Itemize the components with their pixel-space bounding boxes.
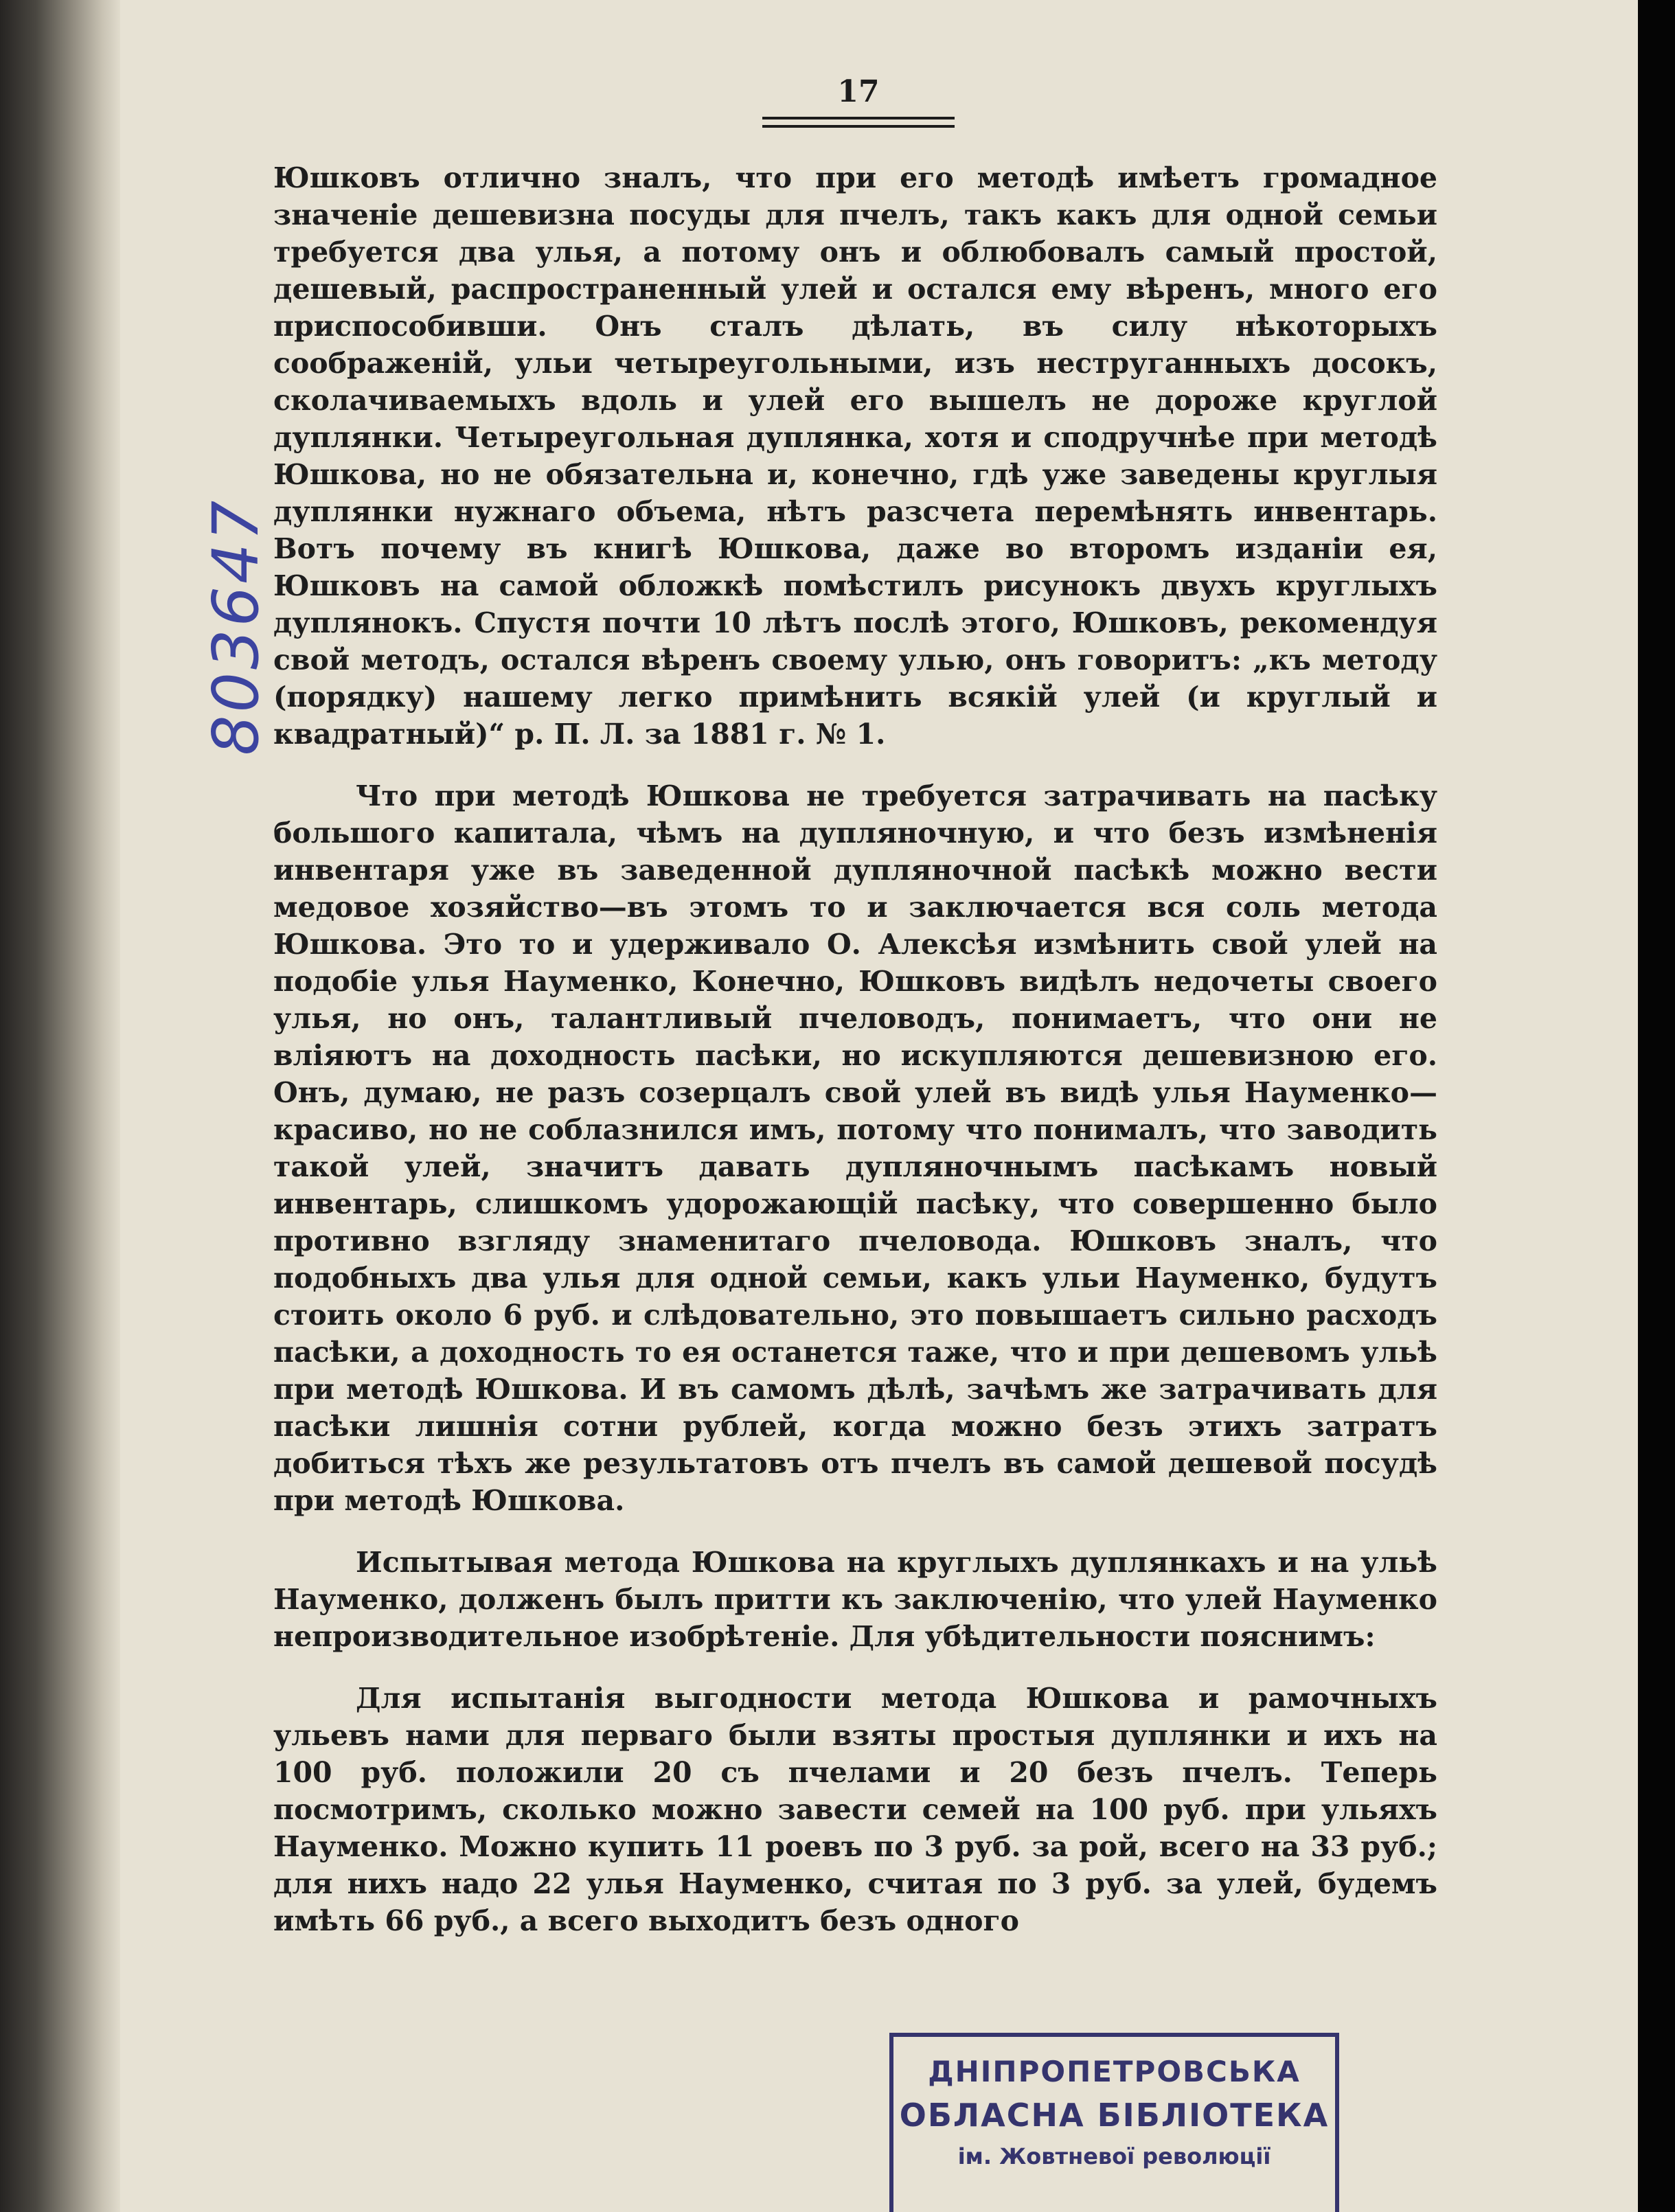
paragraph-2: Что при методѣ Юшкова не требуется затрачивать на пасѣку большого капитала, чѣмъ на дупляночную, и что безъ измѣненія инвентаря уже въ заведенной дупляночной пасѣкѣ можно вести медовое хозяйство—въ этомъ то и заключается вся соль метода Юшкова. Это то и удерживало О. Алексѣя измѣнить свой улей на подобіе улья Науменко, Конечно, Юшковъ видѣлъ недочеты своего улья, но онъ, талантливый пчеловодъ, понимаетъ, что они не вліяютъ на доходность пасѣки, но искупляются дешевизною его. Онъ, думаю, не разъ созерцалъ свой улей въ видѣ улья Науменко—красиво, но не соблазнился имъ, потому что понималъ, что заводить такой улей, значитъ давать дупляночнымъ пасѣкамъ новый инвентарь, слишкомъ удорожающій пасѣку, что совершенно было противно взгляду знаменитаго пчеловода. Юшковъ зналъ, что подобныхъ два улья для одной семьи, какъ ульи Науменко, будутъ стоить около 6 руб. и слѣдовательно, это повышаетъ сильно расходъ пасѣки, а доходность то ея останется таже, что и при дешевомъ ульѣ при методѣ Юшкова. И въ самомъ дѣлѣ, зачѣмъ же затрачивать для пасѣки лишнія сотни рублей, когда можно безъ этихъ затратъ добиться тѣхъ же результатовъ отъ пчелъ въ самой дешевой посудѣ при методѣ Юшкова. (273, 779, 1437, 1517)
scan-edge (1638, 0, 1675, 2212)
binding-gutter (0, 0, 120, 2212)
page-number: 17 (837, 74, 880, 109)
body-text (273, 159, 1437, 1939)
paragraph-1: Юшковъ отлично зналъ, что при его методѣ имѣетъ громадное значеніе дешевизна посуды для пчелъ, такъ какъ для одной семьи требуется два улья, а потому онъ и облюбовалъ самый простой, дешевый, распространенный улей и остался ему вѣренъ, много его приспособивши. Онъ сталъ дѣлать, въ силу нѣкоторыхъ соображеній, ульи четыреугольными, изъ неструганныхъ досокъ, сколачиваемыхъ вдоль и улей его вышелъ не дороже круглой дуплянки. Четыреугольная дуплянка, хотя и сподручнѣе при методѣ Юшкова, но не обязательна и, конечно, гдѣ уже заведены круглыя дуплянки нужнаго объема, нѣтъ разсчета перемѣнять инвентарь. Вотъ почему въ книгѣ Юшкова, даже во второмъ изданіи ея, Юшковъ на самой обложкѣ помѣстилъ рисунокъ двухъ круглыхъ дуплянокъ. Спустя почти 10 лѣтъ послѣ этого, Юшковъ, рекомендуя свой методъ, остался вѣренъ своему улью, онъ говоритъ: „къ методу (порядку) нашему легко примѣнить всякій улей (и круглый и квадратный)“ р. П. Л. за 1881 г. № 1. (273, 161, 1437, 751)
stamp-line-2: ОБЛАСНА БІБЛІОТЕКА (899, 2097, 1330, 2134)
header-rule-top (762, 117, 955, 119)
header-rule-bottom (762, 125, 955, 128)
stamp-line-1: ДНІПРОПЕТРОВСЬКА (928, 2055, 1301, 2088)
library-stamp (889, 2033, 1339, 2212)
paragraph-4: Для испытанія выгодности метода Юшкова и рамочныхъ ульевъ нами для перваго были взяты простыя дуплянки и ихъ на 100 руб. положили 20 съ пчелами и 20 безъ пчелъ. Теперь посмотримъ, сколько можно завести семей на 100 руб. при ульяхъ Науменко. Можно купить 11 роевъ по 3 руб. за рой, всего на 33 руб.; для нихъ надо 22 улья Науменко, считая по 3 руб. за улей, будемъ имѣть 66 руб., а всего выходитъ безъ одного (273, 1682, 1437, 1937)
stamp-line-3: ім. Жовтневої революції (957, 2143, 1271, 2169)
handwritten-inventory-number: 803647 (199, 497, 273, 755)
paragraph-3: Испытывая метода Юшкова на круглыхъ дуплянкахъ и на ульѣ Науменко, долженъ былъ притти къ заключенію, что улей Науменко непроизводительное изобрѣтеніе. Для убѣдительности пояснимъ: (273, 1546, 1437, 1653)
